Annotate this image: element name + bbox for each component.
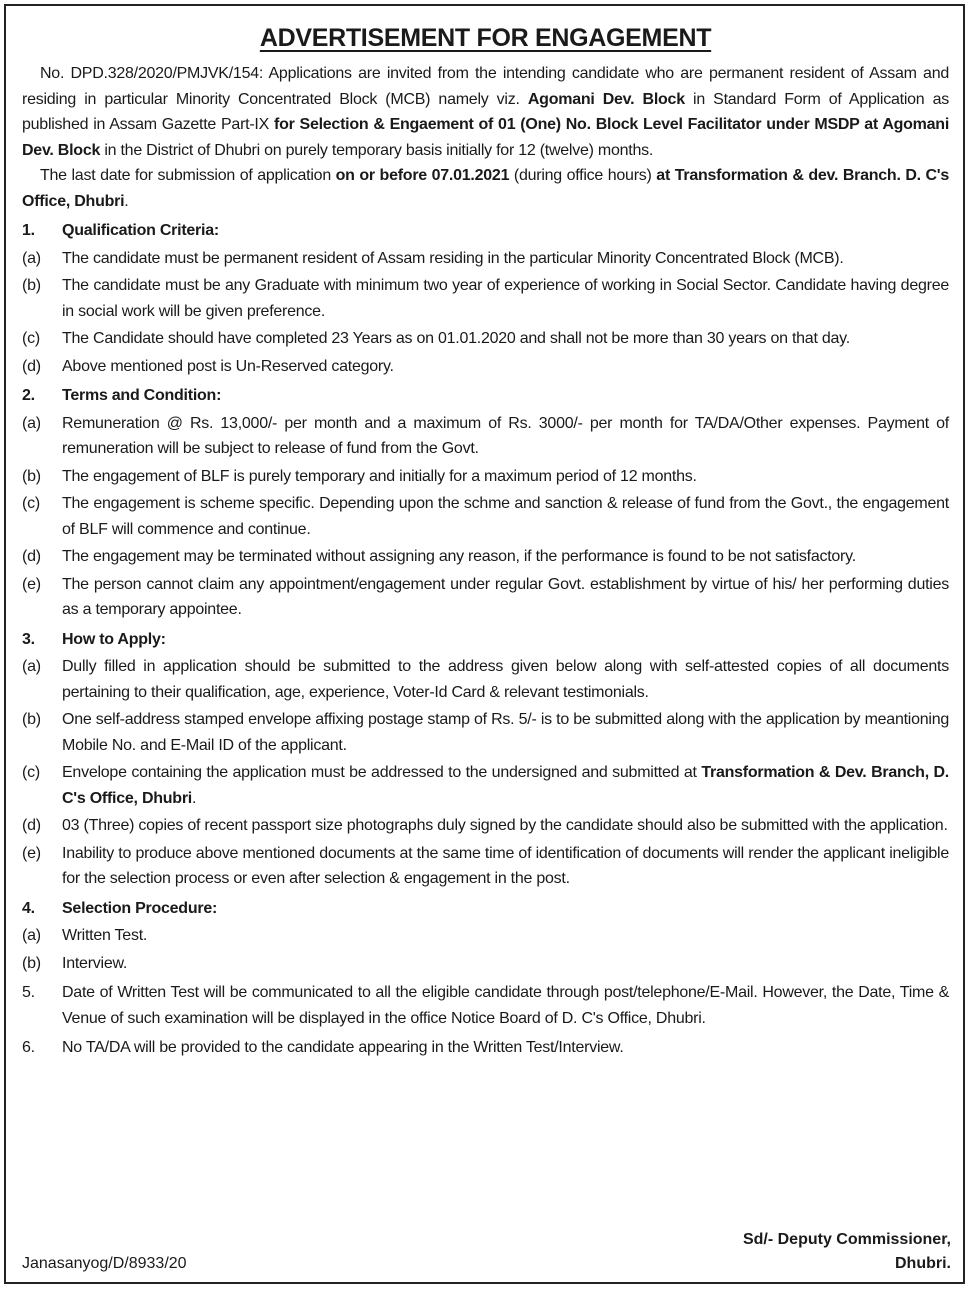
item-label: (b) — [22, 711, 41, 728]
text-segment: The candidate must be permanent resident of Assam residing in the particular Minority Concentrated Block (MCB). — [62, 249, 844, 267]
footer — [22, 1228, 951, 1276]
item-label: (e) — [22, 844, 41, 862]
item-label: (a) — [22, 414, 41, 432]
last-date-paragraph — [22, 163, 949, 214]
list-item — [22, 544, 949, 570]
signature-line-1: Sd/- Deputy Commissioner, — [742, 1231, 951, 1248]
item-text — [62, 951, 949, 977]
section-number: 2. — [22, 387, 35, 404]
text-segment: The candidate must be any Graduate with minimum two year of experience of working in Social Sector. Candidate having degree in social work will be given preference. — [62, 277, 949, 320]
text-segment: Inability to produce above mentioned documents at the same time of identification of documents will render the applicant ineligible for the selection process or even after selection & engagement in the post. — [62, 844, 949, 887]
intro-paragraph — [22, 61, 949, 163]
item-text — [62, 326, 949, 352]
text-segment: in the District of Dhubri on purely temporary basis initially for 12 (twelve) months. — [100, 141, 654, 159]
sections — [22, 218, 949, 1061]
item-text — [62, 760, 949, 811]
text-segment: Written Test. — [62, 927, 148, 944]
list-item — [22, 326, 949, 352]
text-segment: Above mentioned post is Un-Reserved category. — [62, 357, 394, 375]
section-heading: Selection Procedure: — [62, 899, 218, 917]
text-segment: . — [124, 192, 129, 210]
text-segment: Remuneration @ Rs. 13,000/- per month and a maximum of Rs. 3000/- per month for TA/DA/Other expenses. Payment of remuneration will be subject to release of fund from the Govt. — [62, 414, 949, 457]
section-heading: Qualification Criteria: — [62, 222, 219, 239]
item-label: (a) — [22, 927, 41, 944]
item-label: (d) — [22, 548, 41, 565]
section-2 — [22, 383, 949, 409]
text-segment: 03 (Three) copies of recent passport size photographs duly signed by the candidate should also be submitted with the application. — [62, 817, 948, 834]
item-text — [62, 544, 949, 570]
section-number: 4. — [22, 899, 35, 917]
text-segment: The engagement is scheme specific. Depending upon the schme and sanction & release of fund from the Govt., the engagement of BLF will commence and continue. — [62, 495, 949, 538]
item-text — [62, 707, 949, 758]
bold-text: for Selection & Engaement of 01 (One) No. Block Level Facilitator under MSDP at Agomani Dev. Block — [22, 116, 950, 159]
item-label: (a) — [22, 249, 41, 267]
text-segment: Date of Written Test will be communicated to all the eligible candidate through post/telephone/E-Mail. However, the Date, Time & Venue of such examination will be displayed in the office Notice Board of D. C's Office, Dhubri. — [62, 984, 949, 1027]
list-item — [22, 411, 949, 462]
item-text — [62, 246, 949, 272]
item-text — [62, 841, 949, 892]
text-segment: No TA/DA will be provided to the candidate appearing in the Written Test/Interview. — [62, 1039, 624, 1056]
text-segment: The last date for submission of application — [40, 167, 336, 184]
item-text — [62, 411, 949, 462]
bold-text: Transformation & Dev. Branch, D. C's Office, Dhubri — [62, 764, 949, 807]
item-text — [62, 354, 949, 380]
item-label: (d) — [22, 817, 41, 834]
section-number: 1. — [22, 222, 35, 239]
section-text — [62, 1035, 949, 1061]
list-item — [22, 707, 949, 758]
text-segment: One self-address stamped envelope affixing postage stamp of Rs. 5/- is to be submitted along with the application by meantioning Mobile No. and E-Mail ID of the applicant. — [62, 711, 949, 754]
list-item — [22, 246, 949, 272]
item-label: (a) — [22, 658, 41, 675]
list-item — [22, 464, 949, 490]
item-label: (b) — [22, 954, 41, 972]
section-number: 3. — [22, 630, 35, 648]
item-text — [62, 923, 949, 949]
section-number: 6. — [22, 1039, 35, 1056]
page-title: ADVERTISEMENT FOR ENGAGEMENT — [259, 24, 712, 52]
section-heading: Terms and Condition: — [62, 387, 222, 404]
list-item — [22, 572, 949, 623]
section-6 — [22, 1035, 949, 1061]
advertisement — [4, 4, 965, 1284]
list-item — [22, 491, 949, 542]
section-3 — [22, 627, 949, 653]
list-item — [22, 923, 949, 949]
section-number: 5. — [22, 984, 35, 1001]
text-segment: . — [191, 789, 197, 807]
bold-text: at Transformation & dev. Branch. D. C's Office, Dhubri — [22, 167, 950, 210]
text-segment: Envelope containing the application must be addressed to the undersigned and submitted at — [62, 764, 702, 781]
list-item — [22, 354, 949, 380]
item-text — [62, 464, 949, 490]
text-segment: The Candidate should have completed 23 Years as on 01.01.2020 and shall not be more than 30 years on that day. — [62, 330, 850, 347]
item-text — [62, 654, 949, 705]
section-4 — [22, 896, 949, 922]
text-segment: Dully filled in application should be submitted to the address given below along with self-attested copies of all documents pertaining to their qualification, age, experience, Voter-Id Card & relevant testimonials. — [62, 658, 949, 701]
section-1 — [22, 218, 949, 244]
list-item — [22, 654, 949, 705]
text-segment: No. DPD.328/2020/PMJVK/154: Applications are invited from the intending candidate who are permanent resident of Assam and residing in particular Minority Concentrated Block (MCB) namely viz. — [22, 65, 949, 108]
list-item — [22, 951, 949, 977]
item-text — [62, 273, 949, 324]
text-segment: The engagement of BLF is purely temporary and initially for a maximum period of 12 months. — [62, 467, 697, 485]
item-label: (c) — [22, 495, 40, 512]
section-heading: How to Apply: — [62, 630, 166, 648]
signature-line-2: Dhubri. — [895, 1255, 951, 1272]
item-text — [62, 491, 949, 542]
reference-number: Janasanyog/D/8933/20 — [22, 1255, 187, 1272]
section-text — [62, 980, 949, 1031]
item-label: (d) — [22, 357, 41, 375]
list-item — [22, 813, 949, 839]
text-segment: The engagement may be terminated without assigning any reason, if the performance is found to be not satisfactory. — [62, 548, 856, 565]
item-text — [62, 813, 949, 839]
list-item — [22, 273, 949, 324]
text-segment: (during office hours) — [509, 167, 657, 184]
text-segment: in Standard Form of Application as published in Assam Gazette Part-IX — [22, 90, 950, 133]
list-item — [22, 760, 949, 811]
section-5 — [22, 980, 949, 1031]
text-segment: The person cannot claim any appointment/engagement under regular Govt. establishment by virtue of his/ her performing duties as a temporary appointee. — [62, 575, 949, 618]
item-text — [62, 572, 949, 623]
item-label: (c) — [22, 330, 40, 347]
item-label: (c) — [22, 764, 40, 781]
list-item — [22, 841, 949, 892]
item-label: (e) — [22, 575, 41, 593]
text-segment: Interview. — [62, 954, 128, 972]
item-label: (b) — [22, 277, 41, 294]
bold-text: on or before 07.01.2021 — [335, 167, 510, 184]
bold-text: Agomani Dev. Block — [527, 90, 685, 108]
item-label: (b) — [22, 467, 41, 485]
